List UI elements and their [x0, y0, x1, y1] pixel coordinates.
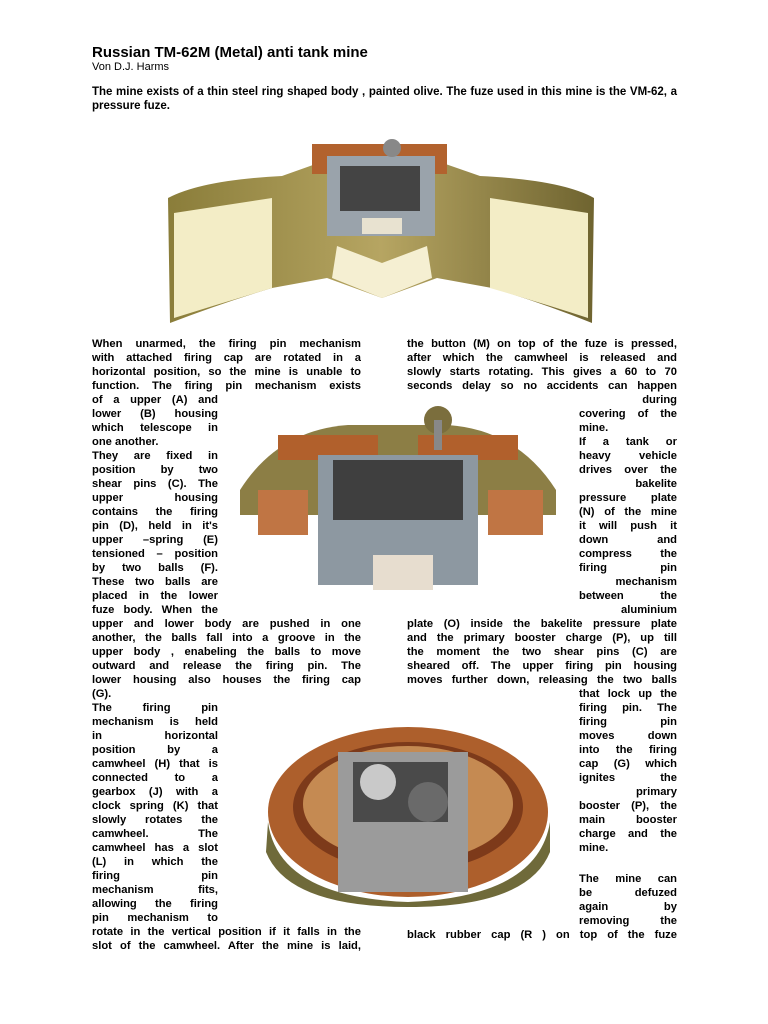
col2-line: The mine can — [579, 873, 677, 885]
col2-line: compress the — [579, 548, 677, 560]
col2-line: bakelite — [635, 478, 677, 490]
col1-line: fuze body. When the — [92, 604, 218, 616]
col1-line: These two balls are — [92, 576, 218, 588]
col1-line: upper body , enabeling the balls to move — [92, 646, 361, 658]
col1-line: outward and release the firing pin. The — [92, 660, 361, 672]
col1-line: upper housing — [92, 492, 218, 504]
col1-line: function. The firing pin mechanism exists — [92, 380, 361, 392]
col2-line: aluminium — [621, 604, 677, 616]
col1-line: another, the balls fall into a groove in the — [92, 632, 361, 644]
col2-line: slowly starts rotating. This gives a 60 to 70 — [407, 366, 677, 378]
col2-line: it will push it — [579, 520, 677, 532]
col1-line: upper and lower body are pushed in one — [92, 618, 361, 630]
figure-cutaway-mine — [162, 138, 600, 334]
col1-line: firing pin — [92, 870, 218, 882]
col2-line: moves further down, releasing the two balls — [407, 674, 677, 686]
col2-line: during — [642, 394, 677, 406]
col2-line: booster (P), the — [579, 800, 677, 812]
col1-line: one another. — [92, 436, 159, 448]
col2-line: seconds delay so no accidents can happen — [407, 380, 677, 392]
col1-line: position by two — [92, 464, 218, 476]
col1-line: slowly rotates the — [92, 814, 218, 826]
col1-line: allowing the firing — [92, 898, 218, 910]
col1-line: of a upper (A) and — [92, 394, 218, 406]
col1-line: lower housing also houses the firing cap — [92, 674, 361, 686]
col1-line: contains the firing — [92, 506, 218, 518]
col1-line: lower (B) housing — [92, 408, 218, 420]
col2-line: main booster — [579, 814, 677, 826]
figure-ring-detail — [258, 712, 558, 907]
col1-line: When unarmed, the firing pin mechanism — [92, 338, 361, 350]
col1-line: pin mechanism to — [92, 912, 218, 924]
col2-line: (N) of the mine — [579, 506, 677, 518]
col1-line: placed in the lower — [92, 590, 218, 602]
col2-line: after which the camwheel is released and — [407, 352, 677, 364]
col1-line: camwheel (H) that is — [92, 758, 218, 770]
col2-line: If a tank or — [579, 436, 677, 448]
col2-line: into the firing — [579, 744, 677, 756]
col2-line: ignites the — [579, 772, 677, 784]
col2-line: firing pin. The — [579, 702, 677, 714]
col2-line: firing pin — [579, 716, 677, 728]
col1-line: which telescope in — [92, 422, 218, 434]
col2-line: primary — [635, 786, 677, 798]
col2-line: mechanism — [615, 576, 677, 588]
col2-line: black rubber cap (R ) on top of the fuze — [407, 929, 677, 941]
col2-line: the button (M) on top of the fuze is pressed, — [407, 338, 677, 350]
col2-line: between the — [579, 590, 677, 602]
col1-line: connected to a — [92, 772, 218, 784]
col2-line: firing pin — [579, 562, 677, 574]
col2-line: moves down — [579, 730, 677, 742]
col1-line: upper –spring (E) — [92, 534, 218, 546]
figure-fuze-cutaway — [238, 405, 558, 598]
col1-line: pin (D), held in it's — [92, 520, 218, 532]
col1-line: shear pins (C). The — [92, 478, 218, 490]
col1-line: mechanism is held — [92, 716, 218, 728]
author-line: Von D.J. Harms — [92, 61, 170, 73]
col1-line: They are fixed in — [92, 450, 218, 462]
col1-line: gearbox (J) with a — [92, 786, 218, 798]
col1-line: (L) in which the — [92, 856, 218, 868]
page-title: Russian TM-62M (Metal) anti tank mine — [92, 44, 368, 61]
col2-line: down and — [579, 534, 677, 546]
col2-line: mine. — [579, 842, 609, 854]
col1-line: horizontal position, so the mine is unable to — [92, 366, 361, 378]
col1-line: slot of the camwheel. After the mine is laid, — [92, 940, 361, 952]
col1-line: camwheel. The — [92, 828, 218, 840]
col1-line: mechanism fits, — [92, 884, 218, 896]
col2-line: be defuzed — [579, 887, 677, 899]
col2-line: plate (O) inside the bakelite pressure plate — [407, 618, 677, 630]
col1-line: The firing pin — [92, 702, 218, 714]
col2-line: cap (G) which — [579, 758, 677, 770]
col2-line: sheared off. The upper firing pin housing — [407, 660, 677, 672]
col1-line: position by a — [92, 744, 218, 756]
col1-line: with attached firing cap are rotated in a — [92, 352, 361, 364]
intro-paragraph: The mine exists of a thin steel ring shaped body , painted olive. The fuze used in this mine is the VM-62, a pressure fuze. — [92, 86, 677, 112]
col2-line: charge and the — [579, 828, 677, 840]
col2-line: heavy vehicle — [579, 450, 677, 462]
col2-line: that lock up the — [579, 688, 677, 700]
col1-line: clock spring (K) that — [92, 800, 218, 812]
col2-line: mine. — [579, 422, 609, 434]
col2-line: pressure plate — [579, 492, 677, 504]
col2-line: covering of the — [579, 408, 677, 420]
col2-line: again by — [579, 901, 677, 913]
col1-line: (G). — [92, 688, 112, 700]
col1-line: in horizontal — [92, 730, 218, 742]
col2-line: removing the — [579, 915, 677, 927]
col2-line: drives over the — [579, 464, 677, 476]
col1-line: camwheel has a slot — [92, 842, 218, 854]
col1-line: rotate in the vertical position if it falls in the — [92, 926, 361, 938]
col2-line: and the primary booster charge (P), up till — [407, 632, 677, 644]
col2-line: the moment the two shear pins (C) are — [407, 646, 677, 658]
col1-line: tensioned – position — [92, 548, 218, 560]
col1-line: by two balls (F). — [92, 562, 218, 574]
